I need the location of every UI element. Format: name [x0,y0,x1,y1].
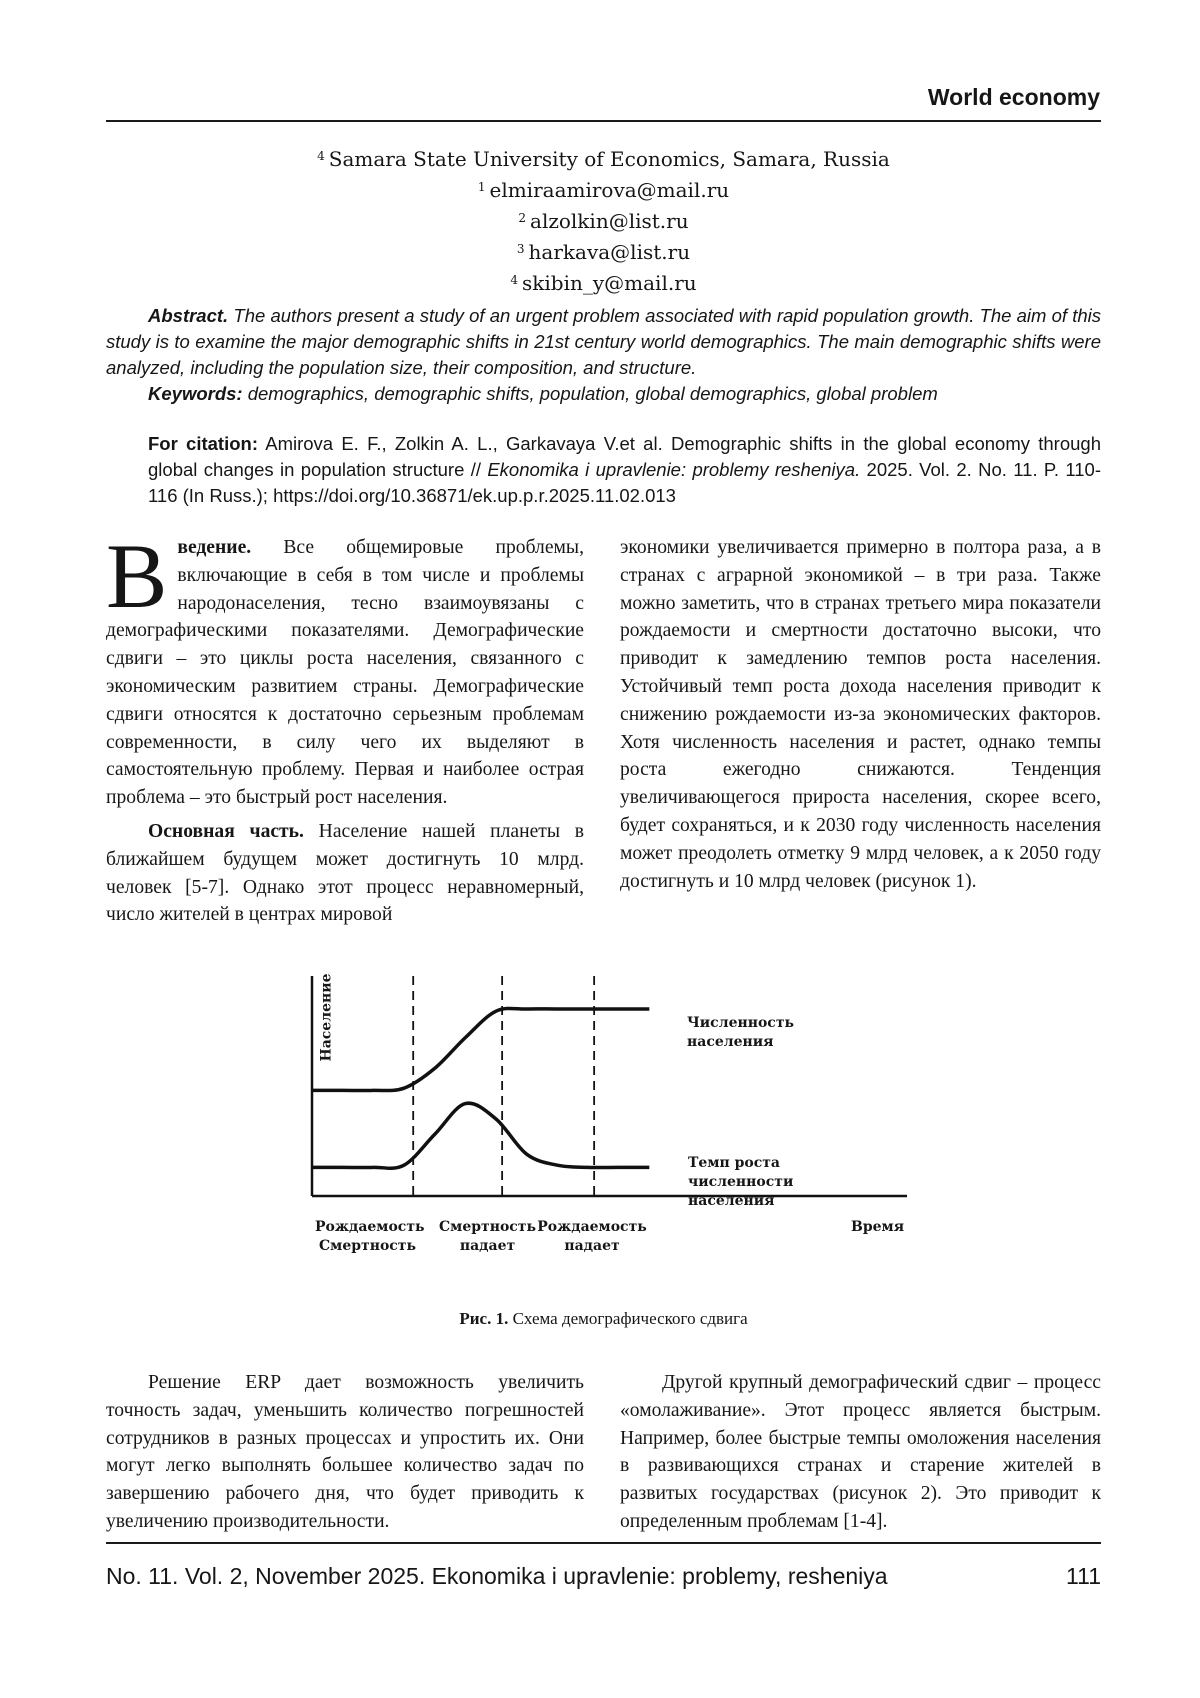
email-line: $^4$ skibin_y@mail.ru [510,271,697,295]
citation-label: For citation: [148,433,258,454]
growth-rate-line [312,1103,649,1168]
citation-text: Amirova E. F., Zolkin A. L., Garkavaya V.et al. Demographic shifts in the global economy through global changes in population structure // [148,433,1101,480]
series-label-growth: Темп роста численности населения [688,1155,794,1209]
email-link[interactable]: alzolkin@list.ru [530,209,689,233]
right-paragraph: экономики увеличивается примерно в полтора раза, а в странах с аграрной экономикой – в три раза. Также можно заметить, что в странах третьего мира показатели рождаемости и смертности достаточно высоки, что приводит к замедлению темпов роста населения. Устойчивый темп роста дохода населения приводит к снижению рождаемости из-за экономических факторов. Хотя численность населения и растет, однако темпы роста ежегодно снижаются. Тенденция увеличивающегося прироста населения, скорее всего, будет сохраняться, и к 2030 году численность населения может преодолеть отметку 9 млрд человек, а к 2050 году достигнуть и 10 млрд человек (рисунок 1). [620,537,1101,892]
intro-heading: ведение. [177,537,252,558]
citation-journal: Ekonomika i upravlenie: problemy resheniya. [487,459,861,480]
keywords-label: Keywords: [148,383,243,404]
email-line: $^3$ harkava@list.ru [516,240,691,264]
erp-paragraph: Решение ERP дает возможность увеличить точность задач, уменьшить количество погрешностей сотрудников в разных процессах и упростить их. Они могут легко выполнять большее количество задач по завершению рабочего дня, что будет приводить к увеличению производительности. [106,1372,584,1532]
bottom-right-column [620,1369,1101,1536]
header-rule [106,120,1101,122]
series-label-population: Численность населения [687,1015,795,1050]
left-column [106,525,584,929]
rejuvenation-paragraph: Другой крупный демографический сдвиг – процесс «омолаживание». Этот процесс является быстрым. Например, более быстрые темпы омоложения населения в развивающихся странах и старение жителей в развитых государствах (рисунок 2). Это приводит к определенным проблемам [1-4]. [620,1372,1101,1532]
phase-label-1: Рождаемость Смертность [315,1219,425,1254]
affiliations [106,142,1101,297]
main-paragraph [106,818,584,929]
drop-cap: В [106,525,168,627]
abstract-label: Abstract. [148,305,229,326]
intro-paragraph [106,525,584,812]
phase-label-3: Рождаемость падает [537,1219,647,1254]
page-footer [106,1563,1101,1590]
keywords-text: demographics, demographic shifts, population, global demographics, global problem [247,383,938,404]
citation-block [148,431,1101,509]
intro-text: Все общемировые проблемы, включающие в себя в том числе и проблемы народонаселения, тесно взаимоувязаны с демографическими показателями. Демографические сдвиги – это циклы роста населения, связанного с экономическим развитием страны. Демографические сдвиги относятся к достаточно серьезным проблемам современности, в силу чего их выделяют в самостоятельную проблему. Первая и наиболее острая проблема – это быстрый рост населения. [106,537,584,809]
main-text: Население нашей планеты в ближайшем будущем может достигнуть 10 млрд. человек [5-7]. Однако этот процесс неравномерный, число жителей в центрах мировой [106,820,584,926]
footer-journal: No. 11. Vol. 2, November 2025. Ekonomika i upravlenie: problemy, resheniya [106,1563,888,1589]
figure-caption-text: Схема демографического сдвига [512,1309,748,1328]
demographic-shift-chart [295,968,915,1208]
main-heading: Основная часть. [148,820,304,842]
section-header: World economy [927,84,1100,110]
abstract-text: The authors present a study of an urgent problem associated with rapid population growth. The aim of this study is to examine the major demographic shifts in 21st century world demographics. The main demographic shifts were analyzed, including the population size, their composition, and structure. [106,305,1101,378]
abstract-block [106,303,1101,407]
email-line: $^2$ alzolkin@list.ru [518,209,689,233]
abstract-paragraph [106,303,1101,381]
figure-caption [106,1309,1101,1329]
population-line [312,1008,649,1090]
bottom-left-column [106,1369,584,1536]
y-axis-label: Население [318,973,335,1062]
email-link[interactable]: elmiraamirova@mail.ru [489,178,730,202]
right-column [620,534,1101,895]
email-link[interactable]: harkava@list.ru [528,240,691,264]
keywords-paragraph [106,381,1101,407]
citation-doi[interactable]: 2025. Vol. 2. No. 11. P. 110-116 (In Russ.); https://doi.org/10.36871/ek.up.p.r.2025.11.02.013 [148,459,1101,506]
email-line: $^1$ elmiraamirova@mail.ru [477,178,730,202]
phase-label-2: Смертность падает [439,1219,536,1254]
figure-1 [295,968,915,1298]
page-number: 111 [1066,1563,1101,1589]
figure-caption-label: Рис. 1. [459,1309,509,1328]
affiliation-line: $^4$ Samara State University of Economics, Samara, Russia [317,147,890,171]
email-link[interactable]: skibin_y@mail.ru [522,271,697,295]
x-axis-label: Время [851,1219,905,1235]
footer-rule [106,1542,1101,1544]
